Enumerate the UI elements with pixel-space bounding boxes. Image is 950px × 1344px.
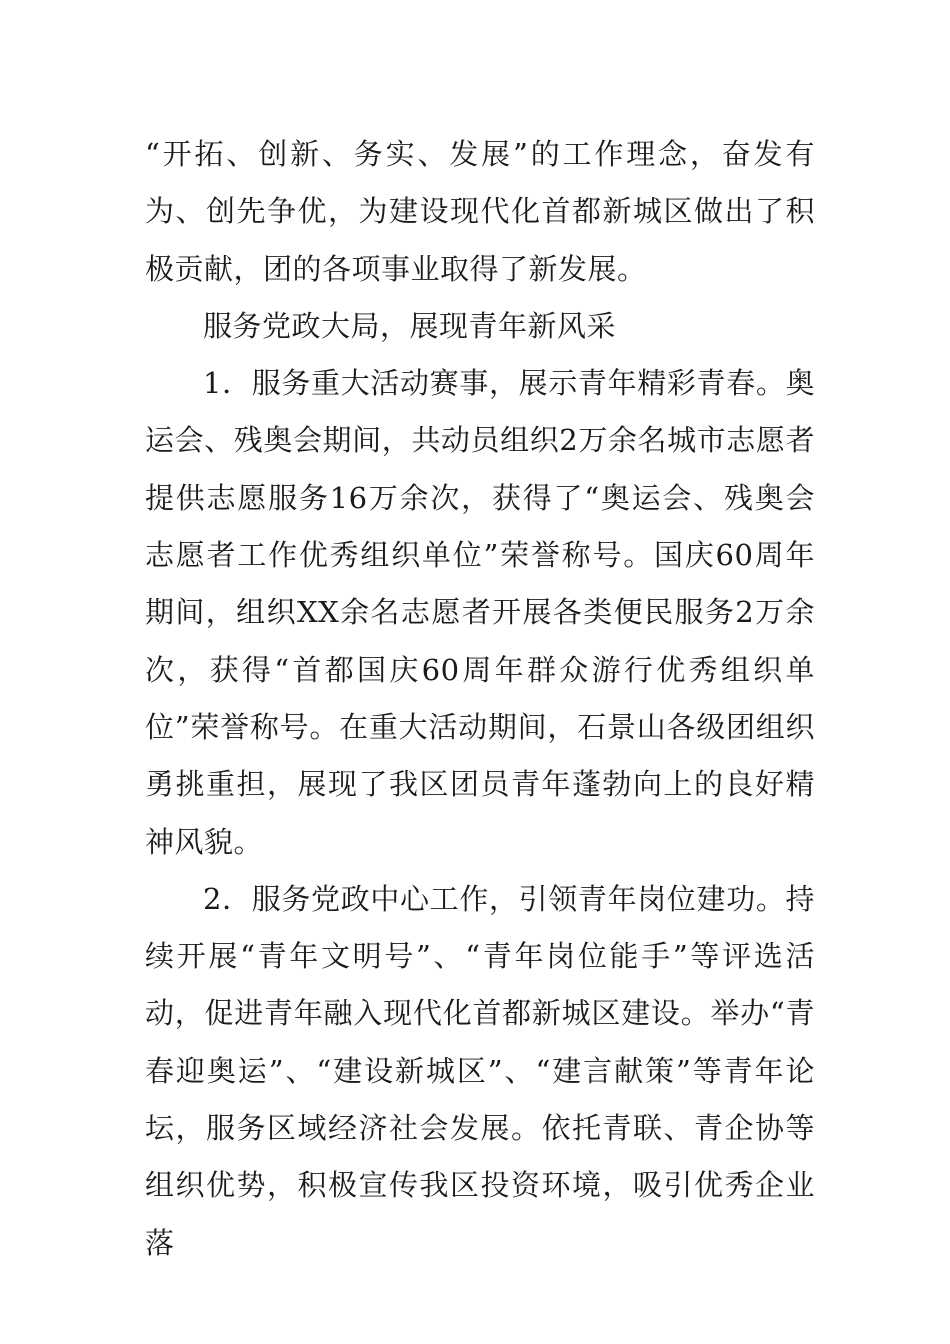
paragraph-item-2: 2．服务党政中心工作，引领青年岗位建功。持续开展“青年文明号”、“青年岗位能手”等评选活动，促进青年融入现代化首都新城区建设。举办“青春迎奥运”、“建设新城区”、“建言献策”等青年论坛，服务区域经济社会发展。依托青联、青企协等组织优势，积极宣传我区投资环境，吸引优秀企业落 [145,881,815,1260]
section-heading: 服务党政大局，展现青年新风采 [203,308,617,343]
paragraph-item-1: 1．服务重大活动赛事，展示青年精彩青春。奥运会、残奥会期间，共动员组织2万余名城市志愿者提供志愿服务16万余次，获得了“奥运会、残奥会志愿者工作优秀组织单位”荣誉称号。国庆60周年期间，组织XX余名志愿者开展各类便民服务2万余次，获得“首都国庆60周年群众游行优秀组织单位”荣誉称号。在重大活动期间，石景山各级团组织勇挑重担，展现了我区团员青年蓬勃向上的良好精神风貌。 [145,366,815,859]
paragraph-continuation: “开拓、创新、务实、发展”的工作理念，奋发有为、创先争优，为建设现代化首都新城区做出了积极贡献，团的各项事业取得了新发展。 [145,137,815,286]
document-body [145,126,815,1272]
